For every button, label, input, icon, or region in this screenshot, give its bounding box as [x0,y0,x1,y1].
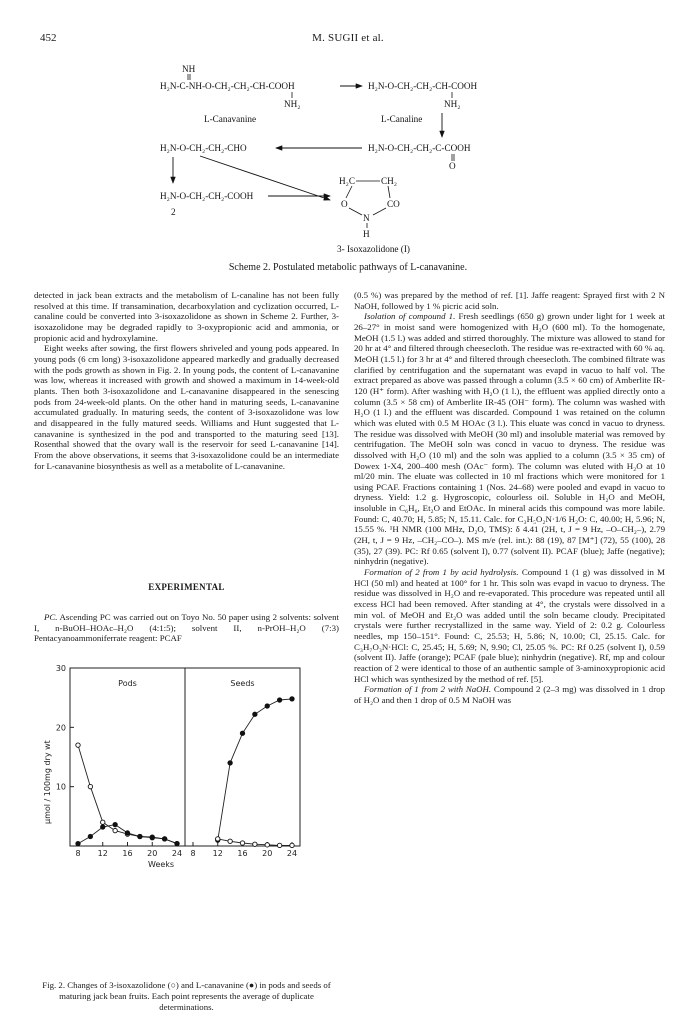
data-point [76,743,80,747]
data-point [228,839,232,843]
keto-formula: H₂N-O-CH₂-CH₂-C-COOH [368,143,471,153]
pc-lead: PC. [44,612,58,622]
naoh-lead: Formation of 1 from 2 with NaOH. [364,684,492,695]
acid-number: 2 [171,207,176,217]
scheme-diagram [0,55,696,265]
x-tick-label: 24 [286,849,298,858]
naoh-text: Compound 2 (2–3 mg) was dissolved in 1 drop of H₂O and then 1 drop of 0.5 M NaOH was [354,684,665,705]
canaline-nh2: NH₂ [444,99,461,109]
x-tick-label: 8 [75,849,81,858]
data-point [76,841,80,845]
right-paragraph-2 [354,311,665,567]
y-axis-label: μmol / 100mg dry wt [43,740,52,824]
data-point [138,834,142,838]
canavanine-nh: NH [182,64,196,74]
experimental-heading: EXPERIMENTAL [148,582,225,592]
right-column [354,290,665,706]
right-paragraph-4 [354,684,665,705]
scheme-caption: Scheme 2. Postulated metabolic pathways of L-canavanine. [228,262,468,273]
data-point [113,828,117,832]
x-tick-label: 8 [190,849,196,858]
hydrolysis-lead: Formation of 2 from 1 by acid hydrolysis. [364,567,519,578]
x-tick-label: 16 [122,849,133,858]
y-tick-label: 10 [55,782,66,792]
figure-caption: Fig. 2. Changes of 3-isoxazolidone (○) and L-canavanine (●) in pods and seeds of maturing jack bean fruits. Each point represents the average of duplicate determinations. [42,980,331,1012]
canavanine-nh2: NH₂ [284,99,301,109]
running-head: M. SUGII et al. [312,32,384,44]
x-axis-label: Weeks [148,860,175,869]
data-point [88,784,92,788]
left-paragraph-3 [34,612,339,644]
x-tick-label: 20 [147,849,158,858]
canaline-name: L-Canaline [381,114,423,124]
isoxazolidone-name: 3- Isoxazolidone (I) [337,244,410,254]
ring-h: H [363,229,370,239]
page-number: 452 [40,32,57,44]
data-point [88,834,92,838]
data-point [113,822,117,826]
ring-o: O [341,199,348,209]
data-point [253,842,257,846]
data-point [290,697,294,701]
left-paragraph-2: Eight weeks after sowing, the first flowers shriveled and young pods appeared. In young pods (6 cm long) 3-isoxazolidone appeared markedly and gradually decreased with the pods growth as shown in Fig. 2. In young pods, the content of L-canavanine was low, whereas it increased with growth and showed a maximum in 14-week-old plants. Then both 3-isoxazolidone and L-canavanine disappeared in the senescing pods from 24-week-old plants. On the other hand in maturing seeds, L-canavanine accumulated gradually. In maturing seeds, the content of 3-isoxazolidone was low and disappeared in the fully matured seeds. Williams and Hunt suggested that L-canavanine is synthesized in the pod and transported to the maturing seed [13]. Rosenthal showed that the ovary wall is the reservoir for seed L-canavanine [14]. From the above observations, it seems that 3-isoxazolidone could be an intermediate for L-canavanine biosynthesis as well as a metabolite of L-canavanine. [34,343,339,471]
ring-ch2: CH₂ [381,176,397,186]
ring-h2c: H₂C [339,176,355,186]
x-tick-label: 20 [262,849,273,858]
data-point [265,843,269,847]
left-paragraph-1: detected in jack bean extracts and the metabolism of L-canaline has not been fully resolved at this time. If transamination, decarboxylation and cyclization occurred, L-canaline could be converted into 3-isoxazolidone as shown in Scheme 2. Further, 3-isoxazolidone may be degraded rapidly to 3-oxypropionic acid and ammonia, or propionic acid and hydroxylamine. [34,290,339,343]
isolation-lead: Isolation of compound 1. [364,311,456,322]
pc-text: Ascending PC was carried out on Toyo No. 50 paper using 2 solvents: solvent I, n-BuOH–HOAc–H₂O (4:1:5); solvent II, n-PrOH–H₂O (7:3) Pentacyanoammoniferrate reagent: PCAF [34,612,339,644]
data-point [150,835,154,839]
data-point [240,731,244,735]
x-tick-label: 24 [171,849,183,858]
data-point [216,837,220,841]
x-tick-label: 12 [97,849,108,858]
y-tick-label: 30 [55,664,66,673]
right-paragraph-3 [354,567,665,684]
data-point [265,704,269,708]
left-column [34,290,339,471]
x-tick-label: 12 [212,849,223,858]
series-line [218,699,292,840]
right-paragraph-1: (0.5 %) was prepared by the method of ref. [1]. Jaffe reagent: Sprayed first with 2 N NaOH, followed by 1 % picric acid soln. [354,290,665,311]
canavanine-name: L-Canavanine [204,114,257,124]
data-point [277,698,281,702]
data-point [162,837,166,841]
data-point [101,825,105,829]
data-point [101,820,105,824]
series-line [78,745,177,844]
canavanine-formula: H₂N-C-NH-O-CH₂-CH₂-CH-COOH [160,81,295,91]
y-tick-label: 20 [55,723,66,733]
aldehyde-formula: H₂N-O-CH₂-CH₂-CHO [160,143,247,153]
ring-co: CO [387,199,400,209]
data-point [240,841,244,845]
panel-title: Pods [118,679,137,688]
keto-o: O [449,161,456,171]
data-point [253,712,257,716]
data-point [290,843,294,847]
ring-n: N [363,213,370,223]
canaline-formula: H₂N-O-CH₂-CH₂-CH-COOH [368,81,478,91]
hydrolysis-text: Compound 1 (1 g) was dissolved in M HCl (50 ml) and heated at 100° for 1 hr. This soln was evapd in vacuo to dryness. The residue was dissolved in H₂O and re-evaporated. This procedure was repeated until all excess HCl had been removed. After standing at 4°, the crystals were dissolved in a min vol. of MeOH and Et₂O was added until the soln became cloudy. Precipitated crystals were further recrystallized in the same way. Yield of 2: 0.2 g. Colourless needles, mp 150–151°. Found: C, 25.53; H, 5.86; N, 10.00; Cl, 25.15. Calc. for C₃H₇O₃N·HCl: C, 25.45; H, 5.69; N, 9.90; Cl, 25.05 %. PC: Rf 0.25 (solvent I), 0.59 (solvent II). Jaffe (orange); PCAF (pale blue); ninhydrin (negative). Rf, mp and colour reaction of 2 were identical to those of an authentic sample of 3-aminoxypropionic acid HCl which was synthesized by the method of ref. [5]. [354,567,665,684]
isolation-text: Fresh seedlings (650 g) grown under light for 1 week at 26–27° in moist sand were homogenized with H₂O (600 ml). To the homogenate, MeOH (1.5 l.) was added and stirred thoroughly. The mixture was allowed to stand for 20 hr at 4° and filtered through cheesecloth. The residue was re-extracted with 60 % aq. MeOH (1.5 l.) for 3 hr at 4° and filtered through cheesecloth. The combined filtrate was clarified by centrifugation and the supernatant was evapd in vacuo to half vol. The extract prepared as above was passed through a column (3.5 × 60 cm) of Amberlite IR-120 (H⁺ form). After washing with H₂O (1 l.), the effluent was applied directly onto a column (3.5 × 58 cm) of Amberlite IR-45 (OH⁻ form). The column was washed with H₂O (1 l.) and the effluent was discarded. Compound 1 was retained on the column which was eluted with 0.5 M HOAc (3 l.). This eluate was concd in vacuo to dryness. The residue was dissolved with MeOH (30 ml) and insoluble material was removed by centrifugation. The MeOH soln was concd in vacuo to dryness. The residue was dissolved with H₂O (10 ml) and the soln was applied to a column (3.5 × 35 cm) of Dowex 1-X4, 200–400 mesh (OAc⁻ form). The column was eluted with H₂O at 10 ml/20 min. The eluate was collected in 10 ml fractions which were monitored for 1 using PCAF. Fractions containing 1 (Nos. 24–68) were pooled and evapd in vacuo to dryness. Yield: 1.2 g. Hygroscopic, colourless oil. Soluble in H₂O and MeOH, insoluble in C₆H₆, Et₂O and EtOAc. In mineral acids this compound was more labile. Found: C, 40.70; H, 5.85; N, 15.11. Calc. for C₃H₅O₂N·1/6 H₂O: C, 40.00; H, 5.96; N, 15.55 %. ¹H NMR (100 MHz, D₂O, TMS): δ 4.41 (2H, t, J = 9 Hz, –O–CH₂–), 2.79 (2H, t, J = 9 Hz, –CH₂–CO–). MS m/e (rel. int.): 88 (19), 87 [M⁺] (72), 55 (100), 28 (35), 27 (39). PC: Rf 0.65 (solvent I), 0.77 (solvent II). PCAF (blue); Jaffe (negative); ninhydrin (negative). [354,311,666,567]
panel-title: Seeds [230,679,255,688]
acid-formula: H₂N-O-CH₂-CH₂-COOH [160,191,254,201]
x-tick-label: 16 [237,849,248,858]
data-point [228,761,232,765]
data-point [175,841,179,845]
data-point [277,843,281,847]
left-column-experimental [34,612,339,644]
data-point [125,831,129,835]
figure-2-chart [40,664,340,874]
